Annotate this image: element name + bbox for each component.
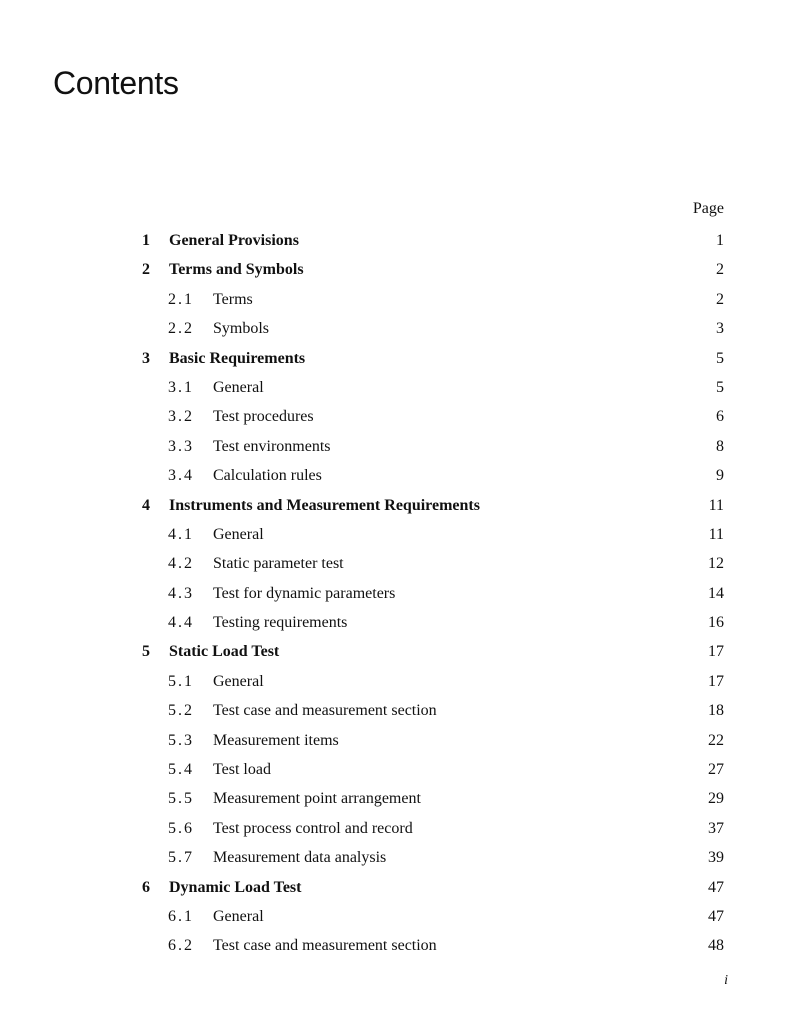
toc-entry-number: 5.4 xyxy=(168,761,194,779)
toc-entry-title: General xyxy=(213,672,264,690)
toc-entry-section xyxy=(0,726,790,755)
toc-entry-title: Terms xyxy=(213,290,253,308)
toc-entry-number: 6 xyxy=(142,878,150,896)
toc-entry-number: 3 xyxy=(142,349,150,367)
toc-entry-title: General xyxy=(213,907,264,925)
toc-entry-number: 6.2 xyxy=(168,937,194,955)
toc-entry-chapter xyxy=(0,637,790,666)
toc-entry-title: Terms and Symbols xyxy=(169,261,304,279)
toc-entry-chapter xyxy=(0,491,790,520)
toc-entry-section xyxy=(0,667,790,696)
toc-entry-number: 4.1 xyxy=(168,525,194,543)
toc-entry-page: 16 xyxy=(708,614,724,632)
toc-entry-section xyxy=(0,549,790,578)
toc-entry-title: Test process control and record xyxy=(213,819,413,837)
toc-entry-number: 2.1 xyxy=(168,290,194,308)
table-of-contents xyxy=(0,226,790,961)
toc-entry-page: 2 xyxy=(716,290,724,308)
toc-entry-page: 47 xyxy=(708,878,724,896)
toc-entry-title: Test load xyxy=(213,761,271,779)
toc-entry-title: Dynamic Load Test xyxy=(169,878,302,896)
toc-entry-title: Test case and measurement section xyxy=(213,702,437,720)
toc-entry-page: 9 xyxy=(716,467,724,485)
toc-entry-page: 8 xyxy=(716,437,724,455)
toc-entry-page: 1 xyxy=(716,232,724,249)
toc-entry-page: 5 xyxy=(716,349,724,367)
toc-entry-number: 5.6 xyxy=(168,819,194,837)
toc-entry-page: 14 xyxy=(708,584,724,602)
toc-entry-title: Instruments and Measurement Requirements xyxy=(169,496,480,514)
toc-entry-section xyxy=(0,608,790,637)
toc-entry-number: 5.5 xyxy=(168,790,194,808)
toc-entry-title: General xyxy=(213,525,264,543)
toc-entry-page: 12 xyxy=(708,555,724,573)
toc-entry-number: 6.1 xyxy=(168,907,194,925)
toc-entry-page: 22 xyxy=(708,731,724,749)
toc-entry-number: 3.1 xyxy=(168,378,194,396)
page-folio: i xyxy=(724,973,728,988)
toc-entry-number: 4.4 xyxy=(168,614,194,632)
toc-entry-page: 37 xyxy=(708,819,724,837)
toc-entry-page: 47 xyxy=(708,907,724,925)
toc-entry-number: 3.4 xyxy=(168,467,194,485)
toc-entry-section xyxy=(0,285,790,314)
toc-entry-section xyxy=(0,314,790,343)
toc-entry-number: 2.2 xyxy=(168,320,194,338)
toc-entry-number: 4 xyxy=(142,496,150,514)
toc-entry-page: 17 xyxy=(708,672,724,690)
toc-entry-page: 29 xyxy=(708,790,724,808)
toc-entry-number: 4.2 xyxy=(168,555,194,573)
toc-entry-section xyxy=(0,579,790,608)
toc-entry-section xyxy=(0,696,790,725)
toc-entry-section xyxy=(0,784,790,813)
toc-entry-title: Measurement items xyxy=(213,731,339,749)
toc-entry-title: Symbols xyxy=(213,320,270,338)
toc-entry-title: Calculation rules xyxy=(213,467,322,485)
toc-entry-chapter xyxy=(0,255,790,284)
toc-entry-section xyxy=(0,843,790,872)
toc-entry-title: Test for dynamic parameters xyxy=(213,584,396,602)
toc-entry-section xyxy=(0,931,790,960)
toc-entry-page: 11 xyxy=(708,525,724,543)
toc-entry-section xyxy=(0,814,790,843)
toc-entry-number: 5.3 xyxy=(168,731,194,749)
toc-entry-number: 2 xyxy=(142,261,150,279)
toc-entry-title: Basic Requirements xyxy=(169,349,306,367)
page-column-label: Page xyxy=(692,200,724,217)
toc-entry-title: Test environments xyxy=(213,437,331,455)
toc-entry-title: General Provisions xyxy=(169,232,299,249)
toc-entry-title: Static parameter test xyxy=(213,555,344,573)
toc-entry-page: 27 xyxy=(708,761,724,779)
toc-entry-title: Test procedures xyxy=(213,408,314,426)
toc-entry-chapter xyxy=(0,226,790,255)
toc-entry-title: Static Load Test xyxy=(169,643,280,661)
toc-entry-page: 6 xyxy=(716,408,724,426)
toc-entry-page: 2 xyxy=(716,261,724,279)
toc-entry-page: 3 xyxy=(716,320,724,338)
toc-entry-section xyxy=(0,755,790,784)
toc-entry-title: Measurement point arrangement xyxy=(213,790,421,808)
toc-entry-section xyxy=(0,902,790,931)
toc-entry-page: 18 xyxy=(708,702,724,720)
toc-entry-number: 3.2 xyxy=(168,408,194,426)
toc-entry-title: Testing requirements xyxy=(213,614,348,632)
toc-entry-number: 1 xyxy=(142,232,150,249)
toc-entry-chapter xyxy=(0,344,790,373)
toc-entry-number: 5.2 xyxy=(168,702,194,720)
toc-entry-section xyxy=(0,373,790,402)
toc-entry-chapter xyxy=(0,873,790,902)
toc-entry-page: 48 xyxy=(708,937,724,955)
toc-entry-page: 5 xyxy=(716,378,724,396)
toc-entry-page: 17 xyxy=(708,643,724,661)
toc-entry-number: 5.7 xyxy=(168,849,194,867)
toc-entry-title: Test case and measurement section xyxy=(213,937,437,955)
toc-entry-number: 3.3 xyxy=(168,437,194,455)
toc-entry-page: 11 xyxy=(708,496,724,514)
toc-entry-number: 4.3 xyxy=(168,584,194,602)
toc-entry-number: 5.1 xyxy=(168,672,194,690)
toc-entry-section xyxy=(0,432,790,461)
page-title: Contents xyxy=(53,65,179,102)
toc-entry-page: 39 xyxy=(708,849,724,867)
toc-entry-section xyxy=(0,461,790,490)
toc-entry-section xyxy=(0,402,790,431)
toc-entry-title: Measurement data analysis xyxy=(213,849,387,867)
toc-entry-title: General xyxy=(213,378,264,396)
toc-entry-section xyxy=(0,520,790,549)
toc-entry-number: 5 xyxy=(142,643,150,661)
